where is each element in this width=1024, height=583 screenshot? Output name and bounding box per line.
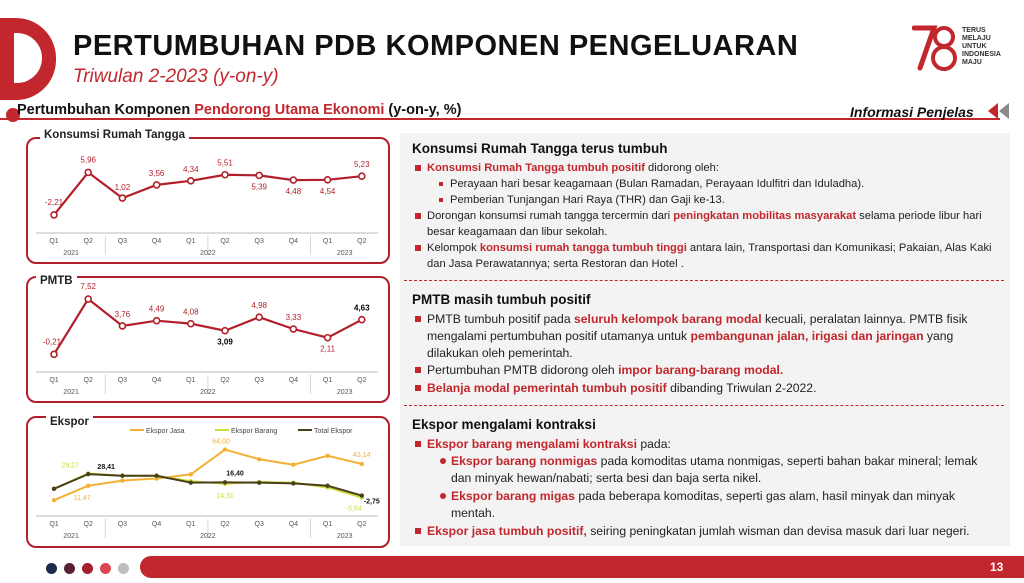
panel-sub-bullet: Perayaan hari besar keagamaan (Bulan Ramadan, Perayaan Idulfitri dan Iduladha).	[450, 176, 1000, 192]
x-tick-label: Q1	[49, 377, 59, 384]
data-label: -2,21	[44, 197, 64, 207]
x-tick-label: Q2	[220, 377, 230, 384]
data-label: 5,39	[251, 182, 267, 192]
data-point	[51, 351, 57, 357]
x-tick-label: Q4	[288, 377, 299, 384]
data-label: 7,52	[80, 282, 96, 292]
data-point	[325, 335, 331, 341]
line-chart-ekspor	[28, 418, 388, 546]
data-point	[51, 212, 57, 218]
panel-divider	[404, 280, 1004, 281]
year-label: 2022	[200, 533, 216, 540]
info-label: Informasi Penjelas	[850, 104, 974, 120]
panel-bullet: Konsumsi Rumah Tangga tumbuh positif didorong oleh:	[427, 160, 997, 176]
data-point	[222, 172, 228, 178]
data-point	[52, 498, 56, 502]
chart-card-konsumsi	[26, 129, 390, 264]
x-tick-label: Q2	[83, 238, 93, 245]
chart-title: Ekspor	[46, 416, 93, 428]
data-label: 3,76	[114, 309, 131, 319]
data-point	[325, 484, 329, 488]
data-point	[291, 481, 295, 485]
x-tick-label: Q2	[220, 238, 230, 245]
panel-heading: Konsumsi Rumah Tangga terus tumbuh	[412, 141, 668, 156]
chart-title: Konsumsi Rumah Tangga	[40, 129, 189, 141]
data-label: 2,11	[320, 344, 336, 354]
footer-bar	[140, 556, 1024, 578]
logo-tagline	[962, 27, 1001, 67]
panel-bullet: Ekspor jasa tumbuh positif, seiring peningkatan jumlah wisman dan devisa masuk dari luar negeri.	[427, 523, 999, 540]
data-point	[189, 472, 193, 476]
section-title-pre: Pertumbuhan Komponen	[17, 102, 195, 118]
page-subtitle: Triwulan 2-2023 (y-on-y)	[73, 66, 279, 87]
chart-card-pmtb	[26, 276, 390, 403]
data-label: 4,98	[251, 301, 267, 311]
data-label: 4,08	[183, 307, 199, 317]
series-line	[54, 299, 362, 354]
data-point	[189, 480, 193, 484]
data-point	[120, 474, 124, 478]
data-point	[86, 472, 90, 476]
chart-card-ekspor	[26, 416, 390, 548]
data-label: 3,56	[148, 168, 165, 178]
data-point	[359, 317, 365, 323]
legend-label: Total Ekspor	[314, 428, 353, 435]
x-tick-label: Q1	[322, 238, 333, 245]
panel-divider	[404, 405, 1004, 406]
x-tick-label: Q4	[151, 521, 162, 528]
line-chart-konsumsi	[28, 139, 388, 262]
panel-bullet: PMTB tumbuh positif pada seluruh kelompok barang modal kecuali, peralatan lainnya. PMTB fisik mengalami pertumbuhan positif utamanya untuk pembangunan jalan, irigasi dan jaringan yang dilakukan oleh pemerintah.	[427, 311, 999, 362]
x-tick-label: Q4	[151, 377, 162, 384]
data-label: -5,64	[345, 505, 362, 513]
data-point	[256, 314, 262, 320]
data-label: 64,00	[212, 438, 230, 446]
x-tick-label: Q3	[117, 377, 128, 384]
data-point	[325, 454, 329, 458]
logo-tagline-line: MELAJU	[962, 35, 991, 42]
year-label: 2022	[200, 389, 216, 396]
panel-bullet: Belanja modal pemerintah tumbuh positif dibanding Triwulan 2-2022.	[427, 380, 999, 397]
year-label: 2021	[63, 389, 79, 396]
x-tick-label: Q1	[186, 377, 196, 384]
logo-tagline-line: TERUS	[962, 27, 986, 34]
logo-tagline-line: MAJU	[962, 59, 982, 66]
panel-bullet: Kelompok konsumsi rumah tangga tumbuh tinggi antara lain, Transportasi dan Komunikasi; Pakaian, Alas Kaki dan Jasa Perawatannya; serta Restoran dan Hotel .	[427, 240, 999, 272]
data-label: -2,75	[363, 498, 380, 506]
x-tick-label: Q2	[220, 521, 230, 528]
data-point	[359, 173, 365, 179]
page-number: 13	[990, 560, 1004, 574]
data-point	[154, 182, 160, 188]
section-title-highlight: Pendorong Utama Ekonomi	[194, 102, 385, 118]
panel-heading: PMTB masih tumbuh positif	[412, 292, 591, 307]
x-tick-label: Q3	[254, 377, 264, 384]
panel-heading: Ekspor mengalami kontraksi	[412, 417, 596, 432]
x-tick-label: Q3	[117, 521, 128, 528]
data-point	[256, 172, 262, 178]
nav-dot[interactable]	[46, 563, 57, 574]
x-tick-label: Q4	[288, 521, 299, 528]
data-point	[85, 169, 91, 175]
data-point	[154, 474, 158, 478]
data-point	[120, 478, 124, 482]
x-tick-label: Q4	[151, 238, 162, 245]
data-point	[222, 328, 228, 334]
data-label: 4,63	[354, 303, 370, 313]
logo-number: 78	[935, 70, 941, 76]
page-title: PERTUMBUHAN PDB KOMPONEN PENGELUARAN	[73, 30, 799, 62]
panel-sub-bullet: Ekspor barang nonmigas pada komoditas utama nonmigas, seperti bahan bakar mineral; lemak dan minyak hewan/nabati; serta besi dan baja serta nikel.	[451, 453, 999, 487]
section-title	[17, 102, 461, 118]
nav-dot[interactable]	[64, 563, 75, 574]
data-label: 11,47	[73, 494, 91, 502]
data-label: -0,21	[42, 337, 62, 347]
data-label: 16,40	[226, 470, 244, 478]
data-point	[119, 195, 125, 201]
data-point	[86, 484, 90, 488]
data-point	[325, 177, 331, 183]
data-label: 14,31	[216, 492, 234, 500]
year-label: 2023	[336, 250, 353, 257]
data-point	[290, 326, 296, 332]
nav-dot[interactable]	[118, 563, 129, 574]
x-tick-label: Q1	[322, 377, 333, 384]
panel-sub-bullet: Ekspor barang migas pada beberapa komoditas, seperti gas alam, hasil minyak dan minyak mentah.	[451, 488, 999, 522]
data-point	[188, 321, 194, 327]
x-tick-label: Q1	[186, 521, 196, 528]
hut-ri-78-logo-icon	[912, 20, 958, 76]
logo-tagline-line: UNTUK	[962, 43, 987, 50]
x-tick-label: Q2	[357, 377, 367, 384]
nav-dot[interactable]	[82, 563, 93, 574]
data-label: 43,14	[353, 451, 371, 459]
year-label: 2023	[336, 533, 353, 540]
data-label: 5,96	[80, 155, 96, 165]
data-label: 1,02	[114, 183, 131, 193]
x-tick-label: Q1	[49, 521, 59, 528]
data-point	[154, 318, 160, 324]
data-label: 4,34	[183, 164, 199, 174]
x-tick-label: Q3	[254, 238, 264, 245]
year-label: 2023	[336, 389, 353, 396]
panel-bullet: Pertumbuhan PMTB didorong oleh impor barang-barang modal.	[427, 362, 999, 379]
year-label: 2021	[63, 250, 79, 257]
x-tick-label: Q2	[83, 521, 93, 528]
legend-label: Ekspor Jasa	[146, 428, 185, 435]
x-tick-label: Q3	[254, 521, 264, 528]
data-point	[360, 493, 364, 497]
data-label: 5,23	[354, 160, 370, 170]
data-label: 3,09	[217, 337, 233, 347]
data-label: 4,49	[148, 304, 165, 314]
x-tick-label: Q3	[117, 238, 128, 245]
logo-tagline-line: INDONESIA	[962, 51, 1001, 58]
nav-dot[interactable]	[100, 563, 111, 574]
panel-bullet: Ekspor barang mengalami kontraksi pada:	[427, 436, 999, 453]
data-point	[291, 463, 295, 467]
data-point	[360, 462, 364, 466]
data-label: 4,54	[319, 186, 336, 196]
year-label: 2021	[63, 533, 79, 540]
data-label: 3,33	[285, 313, 302, 323]
panel-sub-bullet: Pemberian Tunjangan Hari Raya (THR) dan Gaji ke-13.	[450, 192, 1000, 208]
series-line	[54, 172, 362, 214]
data-point	[290, 177, 296, 183]
data-label: 5,51	[217, 158, 233, 168]
x-tick-label: Q4	[288, 238, 299, 245]
year-label: 2022	[200, 250, 216, 257]
x-tick-label: Q2	[357, 238, 367, 245]
data-point	[223, 447, 227, 451]
data-point	[85, 296, 91, 302]
legend-label: Ekspor Barang	[231, 428, 278, 435]
x-tick-label: Q1	[49, 238, 59, 245]
panel-bullet: Dorongan konsumsi rumah tangga tercermin dari peningkatan mobilitas masyarakat selama periode libur hari besar keagamaan dan libur sekolah.	[427, 208, 997, 240]
data-point	[119, 323, 125, 329]
section-title-post: (y-on-y, %)	[384, 102, 462, 118]
x-tick-label: Q2	[357, 521, 367, 528]
x-tick-label: Q1	[322, 521, 333, 528]
data-point	[257, 480, 261, 484]
data-point	[257, 457, 261, 461]
x-tick-label: Q1	[186, 238, 196, 245]
data-label: 29,27	[61, 462, 79, 470]
data-label: 28,41	[97, 464, 115, 472]
data-point	[188, 178, 194, 184]
x-tick-label: Q2	[83, 377, 93, 384]
data-label: 4,48	[285, 187, 302, 197]
data-point	[52, 487, 56, 491]
chart-title: PMTB	[36, 275, 77, 287]
line-chart-pmtb	[28, 278, 388, 401]
double-chevron-left-icon[interactable]	[986, 101, 1010, 121]
data-point	[223, 480, 227, 484]
